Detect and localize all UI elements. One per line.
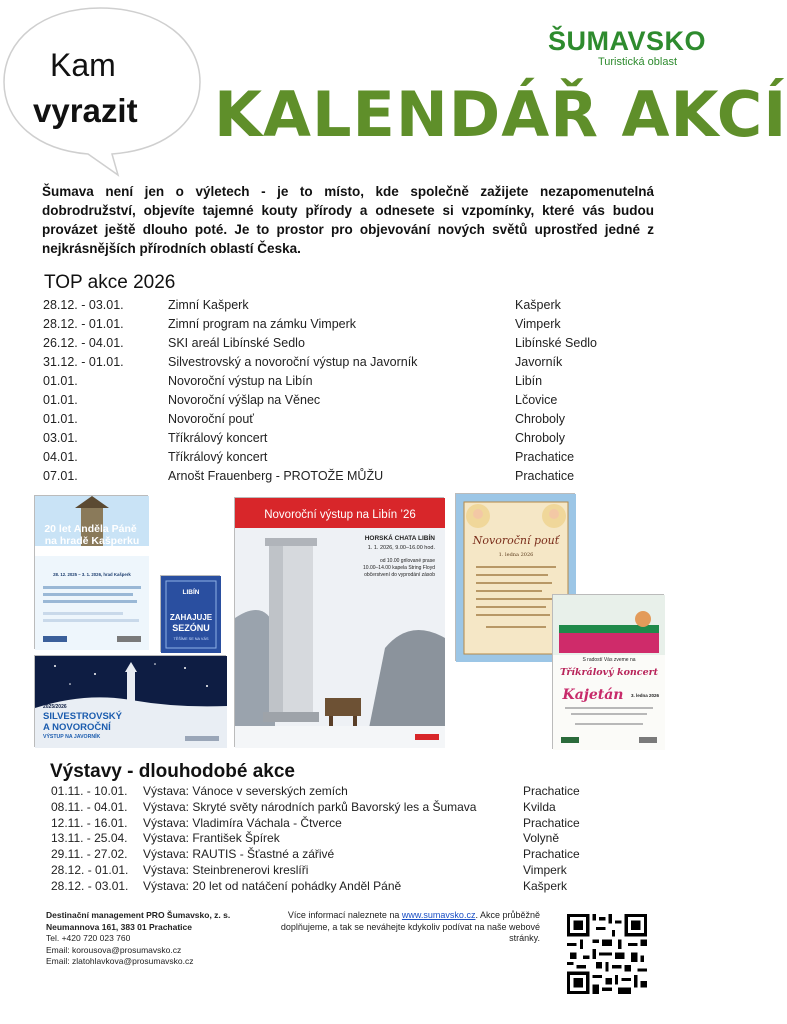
exhibition-place: Vimperk — [523, 862, 567, 877]
event-name: Silvestrovský a novoroční výstup na Javorník — [168, 355, 418, 369]
poster-pout-title: Novoroční pouť — [472, 534, 560, 547]
exhibition-place: Volyně — [523, 831, 560, 846]
event-date: 07.01. — [43, 469, 78, 483]
poster-vystup-title: Novoroční výstup na Libín ’26 — [264, 509, 416, 521]
exhibitions-list — [51, 784, 651, 895]
list-item — [43, 317, 643, 336]
footer-phone: Tel. +420 720 023 760 — [46, 933, 131, 943]
list-item — [43, 355, 643, 374]
exhibition-name: Výstava: Steinbrenerovi kreslíři — [143, 862, 309, 877]
list-item — [43, 374, 643, 393]
event-name: Arnošt Frauenberg - PROTOŽE MŮŽU — [168, 469, 384, 483]
event-place: Libín — [515, 374, 543, 388]
event-place: Vimperk — [515, 317, 561, 331]
exhibition-date: 13.11. - 25.04. — [51, 831, 128, 846]
event-place: Chroboly — [515, 431, 566, 445]
exhibition-place: Kvilda — [523, 799, 556, 814]
exhibition-name: Výstava: Vladimíra Váchala - Čtverce — [143, 815, 342, 830]
speech-bubble — [0, 4, 205, 172]
poster-andel-pane[interactable] — [34, 495, 148, 649]
poster-silv-line3: VÝSTUP NA JAVORNÍK — [43, 734, 101, 740]
event-date: 31.12. - 01.01. — [43, 355, 124, 369]
footer-email-1: Email: korousova@prosumavsko.cz — [46, 944, 182, 955]
exhibition-date: 12.11. - 16.01. — [51, 815, 128, 830]
event-name: Novoroční pouť — [168, 412, 254, 426]
bubble-line-2: vyrazit — [33, 92, 138, 129]
brand-subtitle: Turistická oblast — [597, 56, 677, 68]
event-date: 28.12. - 01.01. — [43, 317, 124, 331]
poster-libin-sezona[interactable] — [160, 575, 220, 652]
event-date: 01.01. — [43, 412, 78, 426]
poster-libin-line3: TĚŠÍME SE NA VÁS — [173, 637, 209, 641]
list-item — [51, 831, 651, 847]
exhibitions-heading: Výstavy - dlouhodobé akce — [50, 761, 295, 782]
event-name: Novoroční výstup na Libín — [168, 374, 313, 388]
exhibition-name: Výstava: Vánoce v severských zemích — [143, 784, 348, 798]
footer-contact — [46, 910, 230, 968]
exhibition-date: 29.11. - 27.02. — [51, 847, 128, 862]
page-title: KALENDÁŘ AKCÍ — [214, 78, 787, 151]
event-date: 01.01. — [43, 374, 78, 388]
poster-andel-dates: 28. 12. 2025 – 3. 1. 2026, hrad Kašperk — [53, 572, 131, 577]
poster-silvestrovsky[interactable] — [34, 655, 226, 747]
event-name: SKI areál Libínské Sedlo — [168, 336, 305, 350]
event-place: Chroboly — [515, 412, 566, 426]
exhibition-name: Výstava: Skryté světy národních parků Bavorský les a Šumava — [143, 799, 477, 814]
event-date: 26.12. - 04.01. — [43, 336, 124, 350]
list-item — [43, 469, 643, 488]
poster-libin-logo: LIBÍN — [182, 589, 200, 596]
list-item — [43, 336, 643, 355]
event-name: Novoroční výšlap na Věnec — [168, 393, 321, 407]
poster-kajetan-date: 3. ledna 2026 — [630, 693, 660, 698]
footer-info — [266, 910, 540, 945]
poster-vystup-line3: občerstvení do vyprodání zásob — [364, 572, 435, 578]
exhibition-date: 28.12. - 03.01. — [51, 878, 129, 893]
footer-address: Neumannova 161, 383 01 Prachatice — [46, 921, 192, 932]
poster-vystup-date: 1. 1. 2026, 9.00–16.00 hod. — [367, 545, 435, 551]
exhibition-date: 28.12. - 01.01. — [51, 862, 129, 877]
website-link[interactable]: www.sumavsko.cz — [401, 910, 476, 920]
intro-paragraph: Šumava není jen o výletech - je to místo, kde společně zažijete nezapomenutelná dobrodružství, objevíte tajemné kouty přírody a odnesete si vzpomínky, které vás budou provázet ještě dlouho poté. Je to prostor pro objevování nových světů uprostřed jedné z nejkrásnějších přírodních oblastí Česka. — [42, 184, 654, 256]
event-name: Tříkrálový koncert — [168, 450, 268, 464]
exhibition-name: Výstava: František Špírek — [143, 831, 280, 846]
poster-novorocni-vystup[interactable] — [234, 497, 444, 747]
event-date: 28.12. - 03.01. — [43, 298, 124, 312]
event-place: Prachatice — [515, 450, 575, 464]
poster-kajetan-top: S radostí Vás zveme na — [582, 657, 636, 663]
qr-code-icon[interactable] — [567, 914, 647, 994]
exhibition-place: Prachatice — [523, 784, 580, 798]
poster-silv-line2: A NOVOROČNÍ — [43, 722, 111, 733]
event-date: 04.01. — [43, 450, 78, 464]
exhibition-name: Výstava: RAUTIS - Šťastné a zářivé — [143, 847, 335, 862]
event-place: Lčovice — [515, 393, 558, 407]
brand-name: ŠUMAVSKO — [548, 26, 707, 56]
footer-info-post: . Akce průběžně doplňujeme, a tak se neváhejte kdykoliv podívat na naše webové stránky. — [280, 910, 540, 943]
list-item — [51, 816, 651, 832]
list-item — [43, 412, 643, 431]
event-date: 03.01. — [43, 431, 78, 445]
footer-org: Destinační management PRO Šumavsko, z. s. — [46, 910, 231, 920]
list-item — [43, 450, 643, 469]
brand-logo — [548, 26, 707, 68]
poster-vystup-line2: 10.00–14.00 kapela String Floyd — [363, 565, 435, 571]
event-place: Prachatice — [515, 469, 575, 483]
event-name: Zimní program na zámku Vimperk — [168, 317, 357, 331]
poster-vystup-line1: od 10.00 grilované prase — [379, 558, 435, 564]
poster-pout-date: 1. ledna 2026 — [498, 552, 534, 558]
exhibition-date: 08.11. - 04.01. — [51, 799, 128, 814]
event-place: Libínské Sedlo — [515, 336, 598, 350]
list-item — [51, 863, 651, 879]
top-events-list — [43, 298, 643, 488]
exhibition-date: 01.11. - 10.01. — [51, 784, 128, 798]
exhibition-place: Prachatice — [523, 847, 580, 862]
event-place: Kašperk — [515, 298, 561, 312]
list-item — [43, 431, 643, 450]
poster-silv-year: 2025/2026 — [43, 704, 67, 710]
exhibition-place: Prachatice — [523, 815, 580, 830]
poster-kajetan-title: Tříkrálový koncert — [559, 667, 659, 678]
list-item — [43, 393, 643, 412]
exhibition-place: Kašperk — [523, 878, 568, 893]
poster-kajetan-name: Kajetán — [562, 687, 624, 703]
poster-vystup-place: HORSKÁ CHATA LIBÍN — [364, 535, 435, 542]
event-place: Javorník — [515, 355, 563, 369]
event-date: 01.01. — [43, 393, 78, 407]
top-events-heading: TOP akce 2026 — [44, 272, 176, 293]
footer-email-2: Email: zlatohlavkova@prosumavsko.cz — [46, 956, 194, 966]
poster-kajetan[interactable] — [552, 594, 664, 749]
list-item — [51, 879, 651, 895]
list-item — [51, 800, 651, 816]
footer-info-pre: Více informací naleznete na — [287, 910, 400, 920]
poster-libin-line1: ZAHAJUJE — [169, 613, 213, 622]
poster-andel-title: 20 let Anděla Páně na hradě Kašperku — [44, 523, 140, 547]
exhibition-name: Výstava: 20 let od natáčení pohádky Anděl Páně — [143, 878, 402, 893]
list-item — [43, 298, 643, 317]
event-name: Tříkrálový koncert — [168, 431, 268, 445]
bubble-line-1: Kam — [50, 47, 116, 83]
poster-silv-line1: SILVESTROVSKÝ — [43, 711, 123, 722]
event-name: Zimní Kašperk — [168, 298, 249, 312]
poster-libin-line2: SEZÓNU — [172, 623, 210, 633]
list-item — [51, 847, 651, 863]
list-item — [51, 784, 651, 800]
